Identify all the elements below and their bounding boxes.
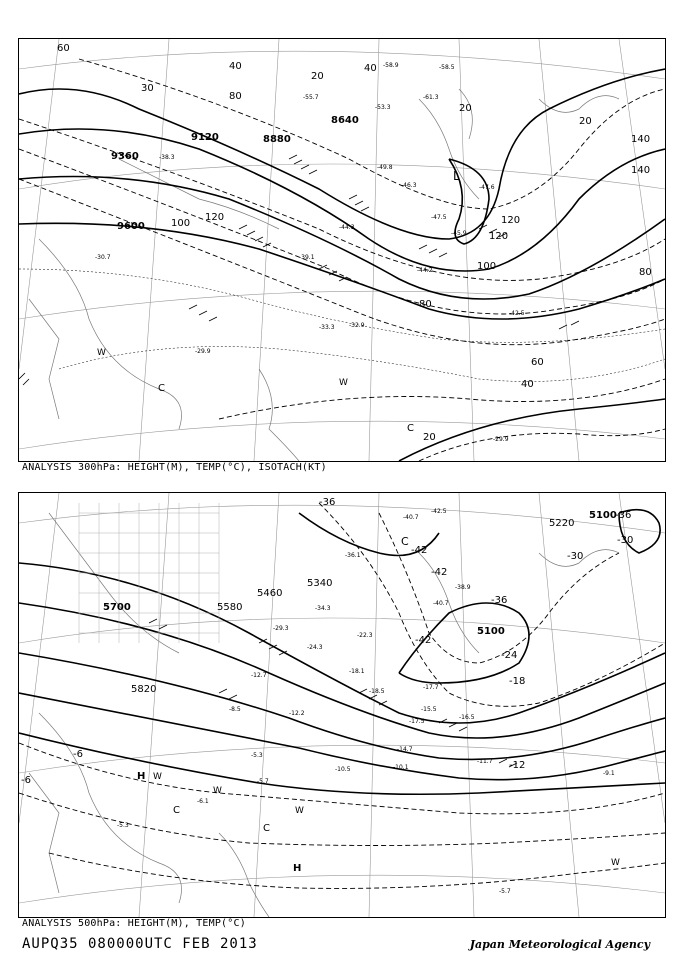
isotach-label: 80 (639, 267, 652, 278)
station-label: -36.1 (345, 552, 361, 559)
chart-500hpa-map (19, 493, 665, 917)
isotach-label: 20 (579, 116, 592, 127)
temp-label: -47.5 (431, 214, 447, 221)
isotach-label: 20 (459, 103, 472, 114)
temp-label: -44.3 (339, 224, 355, 231)
isotach-label: 120 (489, 231, 509, 242)
height-label: 8640 (331, 115, 359, 126)
temp-label: -42 (415, 635, 432, 646)
agency-name: Japan Meteorological Agency (469, 938, 650, 951)
cold-marker: C (401, 535, 409, 548)
station-label: -17.7 (423, 684, 439, 691)
temp-label: -36 (319, 497, 336, 508)
isotach-label: 80 (419, 299, 432, 310)
station-label: -5.3 (251, 752, 263, 759)
station-label: -38.9 (455, 584, 471, 591)
station-label: -18.1 (349, 668, 365, 675)
height-label: 8880 (263, 134, 291, 145)
height-label: 5220 (549, 518, 575, 529)
station-label: -34.3 (315, 605, 331, 612)
chart-300hpa-map (19, 39, 665, 461)
isotach-label: 40 (364, 63, 377, 74)
cold-marker: C (158, 383, 165, 394)
coastline (29, 513, 619, 917)
temp-label: -46.3 (401, 182, 417, 189)
station-label: -11.7 (477, 758, 493, 765)
height-label: 5580 (217, 602, 243, 613)
height-label: 5100 (589, 510, 617, 521)
caption-500hpa: ANALYSIS 500hPa: HEIGHT(M), TEMP(°C) (22, 918, 246, 929)
warm-marker: W (339, 378, 348, 388)
cold-marker: C (263, 823, 270, 834)
station-label: -14.7 (397, 746, 413, 753)
low-marker: L (453, 169, 460, 183)
temp-label: -39.1 (299, 254, 315, 261)
temp-label: -45.9 (451, 230, 467, 237)
temp-label: -44.2 (417, 267, 433, 274)
isotach-label: 140 (631, 165, 651, 176)
isotach-label: 100 (171, 218, 191, 229)
station-label: -12.7 (251, 672, 267, 679)
station-label: -5.7 (257, 778, 269, 785)
temp-label: -18 (509, 676, 526, 687)
chart-500hpa (18, 492, 666, 918)
temp-label: -61.3 (423, 94, 439, 101)
station-label: -5.3 (117, 822, 129, 829)
cold-marker: C (173, 805, 180, 816)
height-label: 9120 (191, 132, 219, 143)
graticule (19, 39, 665, 461)
station-label: -6.1 (197, 798, 209, 805)
warm-marker: W (295, 806, 304, 816)
temp-label: -55.7 (303, 94, 319, 101)
temp-label: -32.9 (349, 322, 365, 329)
temp-label: -12 (509, 760, 526, 771)
temp-label: -29.9 (493, 436, 509, 443)
station-label: -9.1 (603, 770, 615, 777)
height-label: 5460 (257, 588, 283, 599)
temp-label: -24 (501, 650, 518, 661)
isotach-label: 100 (477, 261, 497, 272)
warm-marker: W (97, 348, 106, 358)
station-label: -5.7 (499, 888, 511, 895)
temp-label: -38.3 (159, 154, 175, 161)
isotach-label: 60 (531, 357, 544, 368)
coastline (29, 89, 619, 461)
temp-label: -47.6 (479, 184, 495, 191)
station-label: -10.1 (393, 764, 409, 771)
isotach-label: 20 (423, 432, 436, 443)
isotach-label: 30 (141, 83, 154, 94)
cold-marker: C (407, 423, 414, 434)
temp-label: -36 (615, 510, 632, 521)
station-label: -22.3 (357, 632, 373, 639)
isotach-label: 120 (205, 212, 225, 223)
station-label: -8.5 (229, 706, 241, 713)
temp-label: -33.3 (319, 324, 335, 331)
chart-300hpa (18, 38, 666, 462)
temp-label: -42 (431, 567, 448, 578)
warm-marker: W (611, 858, 620, 868)
station-label: -24.3 (307, 644, 323, 651)
station-label: -40.7 (433, 600, 449, 607)
height-label: 9600 (117, 221, 145, 232)
temp-label: -30 (617, 535, 634, 546)
isotach-label: 140 (631, 134, 651, 145)
isotach-label: 20 (311, 71, 324, 82)
station-label: -15.5 (421, 706, 437, 713)
isotach-label: 120 (501, 215, 521, 226)
temperature-lines (19, 269, 665, 382)
temp-label: -49.8 (377, 164, 393, 171)
station-label: -29.3 (273, 625, 289, 632)
temp-label: -42 (411, 545, 428, 556)
pressure-markers (97, 169, 460, 434)
station-label: -42.5 (431, 508, 447, 515)
station-label: -12.2 (289, 710, 305, 717)
hatched-area (79, 503, 219, 643)
height-label: 5100 (477, 626, 505, 637)
temp-label: -58.5 (439, 64, 455, 71)
temp-label: -30 (567, 551, 584, 562)
height-label: 5820 (131, 684, 157, 695)
chart-code: AUPQ35 080000UTC FEB 2013 (22, 936, 258, 952)
isotach-label: 60 (57, 43, 70, 54)
temp-label: -42.5 (509, 310, 525, 317)
isotach-label: 80 (229, 91, 242, 102)
temp-label: -53.3 (375, 104, 391, 111)
temp-label: -29.9 (195, 348, 211, 355)
isotach-label: 40 (521, 379, 534, 390)
warm-marker: W (153, 772, 162, 782)
station-label: -17.5 (409, 718, 425, 725)
height-label: 5340 (307, 578, 333, 589)
temp-label: -6 (73, 749, 83, 760)
height-label: 5700 (103, 602, 131, 613)
height-label: 9360 (111, 151, 139, 162)
height-contours (19, 69, 665, 461)
isotach-label: 40 (229, 61, 242, 72)
station-label: -16.5 (459, 714, 475, 721)
high-marker: H (137, 771, 146, 782)
temp-label: -58.9 (383, 62, 399, 69)
temp-label: -6 (21, 775, 31, 786)
warm-marker: W (213, 786, 222, 796)
temp-label: -36 (491, 595, 508, 606)
station-labels (117, 508, 615, 895)
caption-300hpa: ANALYSIS 300hPa: HEIGHT(M), TEMP(°C), ISOTACH(KT) (22, 462, 327, 473)
station-label: -18.5 (369, 688, 385, 695)
temperature-contour-labels (21, 497, 633, 786)
high-marker: H (293, 863, 302, 874)
temp-label: -30.7 (95, 254, 111, 261)
station-label: -40.7 (403, 514, 419, 521)
station-label: -10.5 (335, 766, 351, 773)
